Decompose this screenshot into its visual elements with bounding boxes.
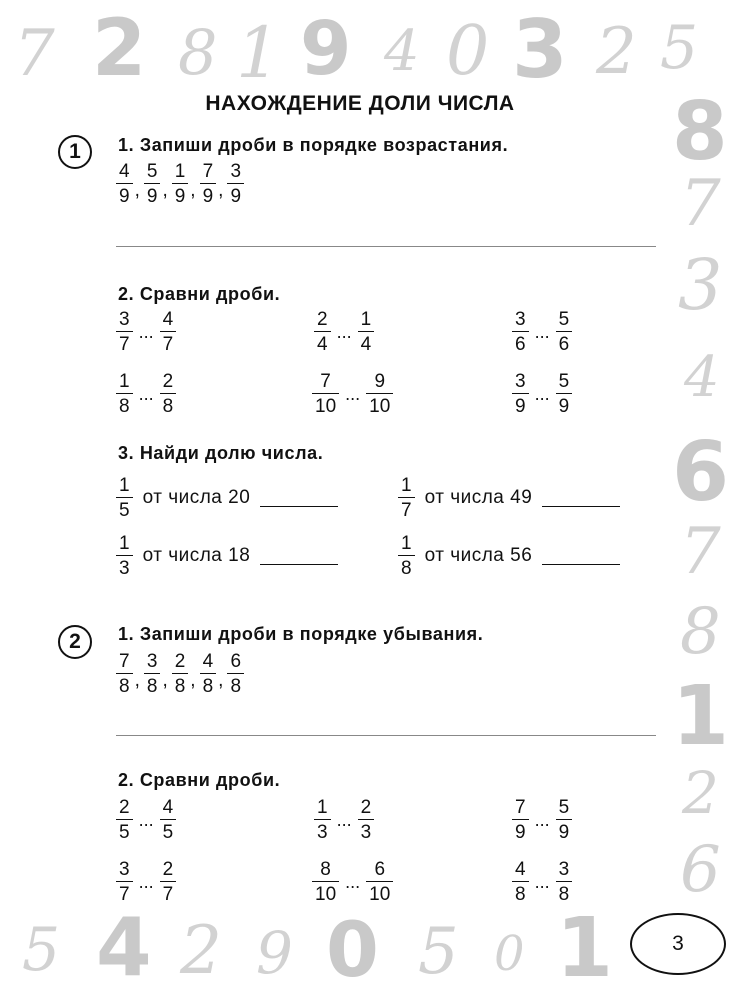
decor-digit: 9 <box>256 919 293 987</box>
compare-pair: $\frac{3}{9}$ ... $\frac{5}{9}$ <box>512 372 572 416</box>
compare-pair: $\frac{7}{10}$ ... $\frac{9}{10}$ <box>312 372 393 416</box>
compare-pair: $\frac{1}{3}$ ... $\frac{2}{3}$ <box>314 798 374 842</box>
answer-line[interactable] <box>116 735 656 736</box>
task-label: 2. Сравни дроби. <box>118 284 281 304</box>
fraction: $\frac{6}{8}$ <box>227 652 244 696</box>
compare-pair: $\frac{8}{10}$ ... $\frac{6}{10}$ <box>312 860 393 904</box>
decor-digit: 6 <box>672 425 730 520</box>
page-number: 3 <box>630 913 726 975</box>
compare-slot[interactable]: ... <box>336 809 352 830</box>
fraction-of-number: $\frac{1}{3}$ от числа 18 <box>116 534 338 578</box>
fraction: $\frac{7}{8}$ <box>116 652 133 696</box>
compare-pair: $\frac{7}{9}$ ... $\frac{5}{9}$ <box>512 798 572 842</box>
decor-digit: 2 <box>596 15 637 89</box>
decor-digit: 0 <box>494 926 525 982</box>
fraction: $\frac{5}{9}$ <box>144 162 161 206</box>
decor-digit: 1 <box>556 901 614 996</box>
decor-digit: 2 <box>180 912 222 989</box>
decor-digit: 1 <box>236 12 281 94</box>
compare-slot[interactable]: ... <box>534 809 550 830</box>
fraction-of-number: $\frac{1}{7}$ от числа 49 <box>398 476 620 520</box>
fraction-of-number: $\frac{1}{5}$ от числа 20 <box>116 476 338 520</box>
fraction: $\frac{1}{9}$ <box>172 162 189 206</box>
compare-pair: $\frac{1}{8}$ ... $\frac{2}{8}$ <box>116 372 176 416</box>
compare-slot[interactable]: ... <box>345 871 361 892</box>
fraction-sequence: $\frac{7}{8}$ , $\frac{3}{8}$ , $\frac{2}{8}$ , $\frac{4}{8}$ , $\frac{6}{8}$ <box>116 652 244 696</box>
compare-pair: $\frac{3}{7}$ ... $\frac{4}{7}$ <box>116 310 176 354</box>
compare-pair: $\frac{3}{7}$ ... $\frac{2}{7}$ <box>116 860 176 904</box>
decor-digit: 7 <box>14 17 55 91</box>
compare-slot[interactable]: ... <box>345 383 361 404</box>
answer-blank[interactable] <box>542 548 620 565</box>
compare-pair: $\frac{2}{5}$ ... $\frac{4}{5}$ <box>116 798 176 842</box>
fraction-sequence: $\frac{4}{9}$ , $\frac{5}{9}$ , $\frac{1}{9}$ , $\frac{7}{9}$ , $\frac{3}{9}$ <box>116 162 244 206</box>
decor-digit: 7 <box>680 167 721 241</box>
compare-pair: $\frac{3}{6}$ ... $\frac{5}{6}$ <box>512 310 572 354</box>
compare-slot[interactable]: ... <box>336 321 352 342</box>
compare-slot[interactable]: ... <box>138 809 154 830</box>
compare-slot[interactable]: ... <box>138 383 154 404</box>
compare-slot[interactable]: ... <box>138 871 154 892</box>
fraction: $\frac{3}{9}$ <box>227 162 244 206</box>
decor-digit: 8 <box>680 595 721 669</box>
task-label: 1. Запиши дроби в порядке возрастания. <box>118 135 509 155</box>
fraction: $\frac{7}{9}$ <box>200 162 217 206</box>
compare-slot[interactable]: ... <box>534 383 550 404</box>
page-title: НАХОЖДЕНИЕ ДОЛИ ЧИСЛА <box>205 92 515 115</box>
task-label: 1. Запиши дроби в порядке убывания. <box>118 624 484 644</box>
decor-digit: 7 <box>680 515 721 589</box>
decor-digit: 0 <box>446 12 490 91</box>
compare-pair: $\frac{2}{4}$ ... $\frac{1}{4}$ <box>314 310 374 354</box>
decor-digit: 3 <box>512 3 568 96</box>
decor-digit: 2 <box>682 759 719 827</box>
task-label: 3. Найди долю числа. <box>118 443 324 463</box>
decor-digit: 8 <box>672 85 728 178</box>
decor-digit: 0 <box>326 905 379 994</box>
fraction: $\frac{4}{8}$ <box>200 652 217 696</box>
fraction: $\frac{4}{9}$ <box>116 162 133 206</box>
compare-pair: $\frac{4}{8}$ ... $\frac{3}{8}$ <box>512 860 572 904</box>
decor-digit: 5 <box>660 13 699 83</box>
decor-digit: 4 <box>96 901 152 994</box>
compare-slot[interactable]: ... <box>534 871 550 892</box>
decor-digit: 9 <box>300 6 352 92</box>
compare-slot[interactable]: ... <box>138 321 154 342</box>
compare-slot[interactable]: ... <box>534 321 550 342</box>
fraction: $\frac{2}{8}$ <box>172 652 189 696</box>
answer-blank[interactable] <box>260 490 338 507</box>
decor-digit: 4 <box>684 345 720 410</box>
decor-digit: 6 <box>680 833 721 907</box>
decor-digit: 4 <box>384 19 420 84</box>
task-label: 2. Сравни дроби. <box>118 770 281 790</box>
answer-line[interactable] <box>116 246 656 247</box>
exercise-number: 1 <box>58 135 92 169</box>
decor-digit: 5 <box>22 915 61 985</box>
decor-digit: 8 <box>178 16 218 89</box>
decor-digit: 5 <box>418 915 459 989</box>
decor-digit: 3 <box>678 244 723 326</box>
fraction-of-number: $\frac{1}{8}$ от числа 56 <box>398 534 620 578</box>
answer-blank[interactable] <box>542 490 620 507</box>
exercise-number: 2 <box>58 625 92 659</box>
answer-blank[interactable] <box>260 548 338 565</box>
fraction: $\frac{3}{8}$ <box>144 652 161 696</box>
decor-digit: 1 <box>672 669 730 764</box>
decor-digit: 2 <box>92 4 147 94</box>
